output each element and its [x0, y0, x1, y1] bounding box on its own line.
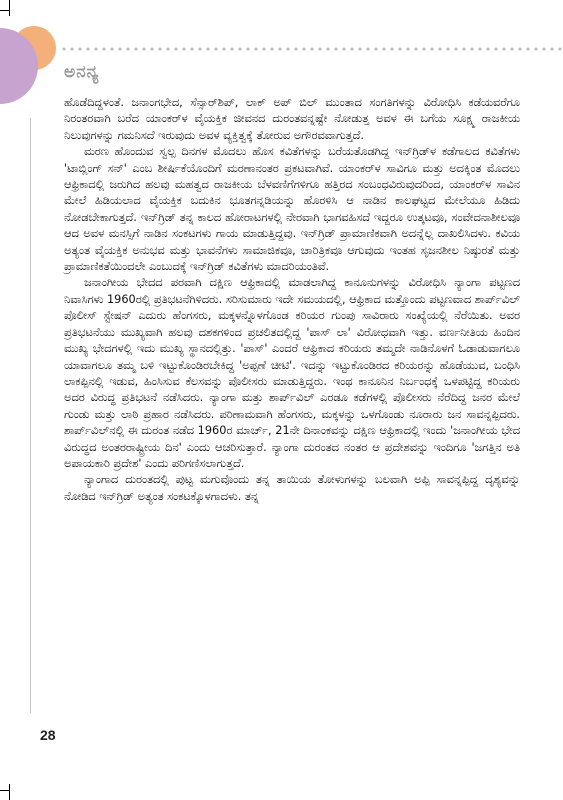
- paragraph: ನ್ಯಾಂಗಾದ ದುರಂತದಲ್ಲಿ ಪುಟ್ಟ ಮಗುವೊಂದು ತನ್ನ ತಾಯಿಯ ತೋಳುಗಳನ್ನು ಬಲವಾಗಿ ಅಪ್ಪಿ ಸಾವನ್ನಪ್ಪಿದ್ದ ದೃಶ್ಯವನ್ನು ನೋಡಿದ ಇನ್‌ಗ್ರಿಡ್ ಅತ್ಯಂತ ಸಂಕಟಕ್ಕೊಳಗಾದಳು. ತನ್ನ: [64, 473, 520, 503]
- running-header: ಅನನ್ಯ: [64, 62, 100, 82]
- page-body: [64, 95, 520, 505]
- crop-mark-top-v: [9, 0, 10, 16]
- paragraph: ಮರಣ ಹೊಂದುವ ಸ್ವಲ್ಪ ದಿನಗಳ ಮೊದಲು ಹೊಸ ಕವಿತೆಗಳನ್ನು ಬರೆಯತೊಡಗಿದ್ದ ಇನ್‌ಗ್ರಿಡ್‌ಳ ಕಡೆಗಾಲದ ಕವಿತೆಗಳು 'ಟಾಬ್ಲಿಂಗ್ ಸನ್' ಎಂಬ ಶೀರ್ಷಿಕೆಯೊಂದಿಗೆ ಮರಣಾನಂತರ ಪ್ರಕಟವಾಗಿವೆ. ಯಾಂಕರ್‌ಳ ಸಾವಿಗೂ ಮತ್ತು ಅದಕ್ಕಿಂತ ಮೊದಲು ಆಫ್ರಿಕಾದಲ್ಲಿ ಜರುಗಿದ ಹಲವು ಮಹತ್ವದ ರಾಜಕೀಯ ಬೆಳವಣಿಗೆಗಳಿಗೂ ಹತ್ತಿರದ ಸಂಬಂಧವಿರುವುದರಿಂದ, ಯಾಂಕರ್‌ಳ ಸಾವಿನ ಮೇಲೆ ಹಿಡಿಯಲಾದ ವೈಯಕ್ತಿಕ ಬದುಕಿನ ಭೂತಗನ್ನಡಿಯನ್ನು ಹೊರಳಿಸಿ ಆ ನಾಡಿನ ಕಾಲಘಟ್ಟದ ಮೇಲೆಯೂ ಹಿಡಿದು ನೋಡಬೇಕಾಗುತ್ತದೆ. ಇನ್‌ಗ್ರಿಡ್ ತನ್ನ ಕಾಲದ ಹೋರಾಟಗಳಲ್ಲಿ ನೇರವಾಗಿ ಭಾಗವಹಿಸದೆ ಇದ್ದರೂ ಉತ್ಕಟವೂ, ಸಂವೇದನಾಶೀಲವೂ ಆದ ಅವಳ ಮನಸ್ಸಿಗೆ ನಾಡಿನ ಸಂಕಟಗಳು ಗಾಯ ಮಾಡುತ್ತಿದ್ದವು. ಇನ್‌ಗ್ರಿಡ್ ಪ್ರಾಮಾಣಿಕವಾಗಿ ಅದನ್ನೆಲ್ಲ ದಾಖಲಿಸಿದಳು. ಕವಿಯ ಅತ್ಯಂತ ವೈಯಕ್ತಿಕ ಅನುಭವ ಮತ್ತು ಭಾವನೆಗಳು ಸಾಮಾಜಿಕವೂ, ಚಾರಿತ್ರಿಕವೂ ಆಗುವುದು ಇಂತಹ ಸೃಜನಶೀಲ ನಿಷ್ಠುರತೆ ಮತ್ತು ಪ್ರಾಮಾಣಿಕತೆಯಿಂದಲೇ ಎಂಬುದಕ್ಕೆ ಇನ್‌ಗ್ರಿಡ್ ಕವಿತೆಗಳು ಮಾದರಿಯಂತಿವೆ.: [64, 145, 520, 274]
- paragraph: ಹೊಡೆದಿದ್ದಳಂತೆ. ಜನಾಂಗಭೇದ, ಸೆನ್ಸಾರ್‌ಶಿಪ್, ಲಾಕ್ ಅಪ್ ಬಿಲ್ ಮುಂತಾದ ಸಂಗತಿಗಳನ್ನು ವಿರೋಧಿಸಿ ಕಡೆಯವರೆಗೂ ನಿರಂತರವಾಗಿ ಬರೆದ ಯಾಂಕರ್‌ಳ ವೈಯಕ್ತಿಕ ಜೀವನದ ದುರಂತವನ್ನಷ್ಟೇ ನೋಡುತ್ತ ಅವಳ ಈ ಬಗೆಯ ಸೂಕ್ಷ್ಮ ರಾಜಕೀಯ ನಿಲುವುಗಳನ್ನು ಗಮನಿಸದೆ ಇರುವುದು ಅವಳ ವ್ಯಕ್ತಿತ್ವಕ್ಕೆ ತೋರುವ ಅಗೌರವವಾಗುತ್ತದೆ.: [64, 96, 520, 142]
- crop-mark-bottom-v: [9, 784, 10, 800]
- dotted-rule: [60, 47, 563, 51]
- crop-mark-top-h: [0, 10, 10, 11]
- paragraph: ಜನಾಂಗೀಯ ಭೇದದ ಪರವಾಗಿ ದಕ್ಷಿಣ ಆಫ್ರಿಕಾದಲ್ಲಿ ಮಾಡಲಾಗಿದ್ದ ಕಾನೂನುಗಳನ್ನು ವಿರೋಧಿಸಿ ನ್ಯಾಂಗಾ ಪಟ್ಟಣದ ನಿವಾಸಿಗಳು 1960ರಲ್ಲಿ ಪ್ರತಿಭಟನೆಗಿಳಿದರು. ಸರಿಸುಮಾರು ಇದೇ ಸಮಯದಲ್ಲಿ, ಆಫ್ರಿಕಾದ ಮತ್ತೊಂದು ಪಟ್ಟಣವಾದ ಶಾರ್ಪ್‌ವಿಲ್ ಪೊಲೀಸ್ ಸ್ಟೇಷನ್ ಎದುರು ಹೆಂಗಸರು, ಮಕ್ಕಳನ್ನೊಳಗೊಂಡ ಕರಿಯರ ಗುಂಪು ಸಾವಿರಾರು ಸಂಖ್ಯೆಯಲ್ಲಿ ನೆರೆಯಿತು. ಅವರ ಪ್ರತಿಭಟನೆಯು ಮುಖ್ಯವಾಗಿ ಹಲವು ದಶಕಗಳಿಂದ ಪ್ರಚಲಿತದಲ್ಲಿದ್ದ 'ಪಾಸ್ ಲಾ' ವಿರೋಧವಾಗಿ ಇತ್ತು. ವರ್ಣನೀತಿಯ ಹಿಂದಿನ ಮುಖ್ಯ ಭೇದಗಳಲ್ಲಿ ಇದು ಮುಖ್ಯ ಸ್ಥಾನದಲ್ಲಿತ್ತು. 'ಪಾಸ್' ಎಂದರೆ ಆಫ್ರಿಕಾದ ಕರಿಯರು ತಮ್ಮದೇ ನಾಡಿನೊಳಗೆ ಓಡಾಡುವಾಗಲೂ ಯಾವಾಗಲೂ ತಮ್ಮ ಬಳಿ ಇಟ್ಟುಕೊಂಡಿರಬೇಕಿದ್ದ 'ಅಪ್ಪಣೆ ಚೀಟಿ'. ಇದನ್ನು ಇಟ್ಟುಕೊಂಡಿರದ ಕರಿಯರನ್ನು ಹೊಡೆಯುವ, ಬಂಧಿಸಿ ಲಾಕಪ್ಪಿನಲ್ಲಿ ಇಡುವ, ಹಿಂಸಿಸುವ ಕೆಲಸವನ್ನು ಪೊಲೀಸರು ಮಾಡುತ್ತಿದ್ದರು. ಇಂಥ ಕಾನೂನಿನ ನಿರ್ಬಂಧಕ್ಕೆ ಒಳಪಟ್ಟಿದ್ದ ಕರಿಯರು ಅದರ ವಿರುದ್ಧ ಪ್ರತಿಭಟನೆ ನಡೆಸಿದರು. ನ್ಯಾಂಗಾ ಮತ್ತು ಶಾರ್ಪ್‌ವಿಲ್ ಎರಡೂ ಕಡೆಗಳಲ್ಲಿ ಪೊಲೀಸರು ನೆರೆದಿದ್ದ ಜನರ ಮೇಲೆ ಗುಂಡು ಮತ್ತು ಲಾಠಿ ಪ್ರಹಾರ ನಡೆಸಿದರು. ಪರಿಣಾಮವಾಗಿ ಹೆಂಗಸರು, ಮಕ್ಕಳನ್ನು ಒಳಗೊಂಡು ನೂರಾರು ಜನ ಸಾವನ್ನಪ್ಪಿದರು. ಶಾರ್ಪ್‌ವಿಲ್‌ನಲ್ಲಿ ಈ ದುರಂತ ನಡೆದ 1960ರ ಮಾರ್ಚ್, 21ನೇ ದಿನಾಂಕವನ್ನು ದಕ್ಷಿಣ ಆಫ್ರಿಕಾದಲ್ಲಿ ಇಂದು 'ಜನಾಂಗೀಯ ಭೇದ ವಿರುದ್ಧದ ಅಂತರರಾಷ್ಟ್ರೀಯ ದಿನ' ಎಂದು ಆಚರಿಸುತ್ತಾರೆ. ನ್ಯಾಂಗಾ ದುರಂತದ ನಂತರ ಆ ಪ್ರದೇಶವನ್ನು ಇಂದಿಗೂ 'ಜಗತ್ತಿನ ಅತಿ ಅಪಾಯಕಾರಿ ಪ್ರದೇಶ' ಎಂದು ಪರಿಗಣಿಸಲಾಗುತ್ತದೆ.: [64, 276, 520, 470]
- margin-rule: [30, 118, 31, 713]
- crop-mark-bottom-h: [0, 790, 10, 791]
- page-number: 28: [40, 727, 56, 743]
